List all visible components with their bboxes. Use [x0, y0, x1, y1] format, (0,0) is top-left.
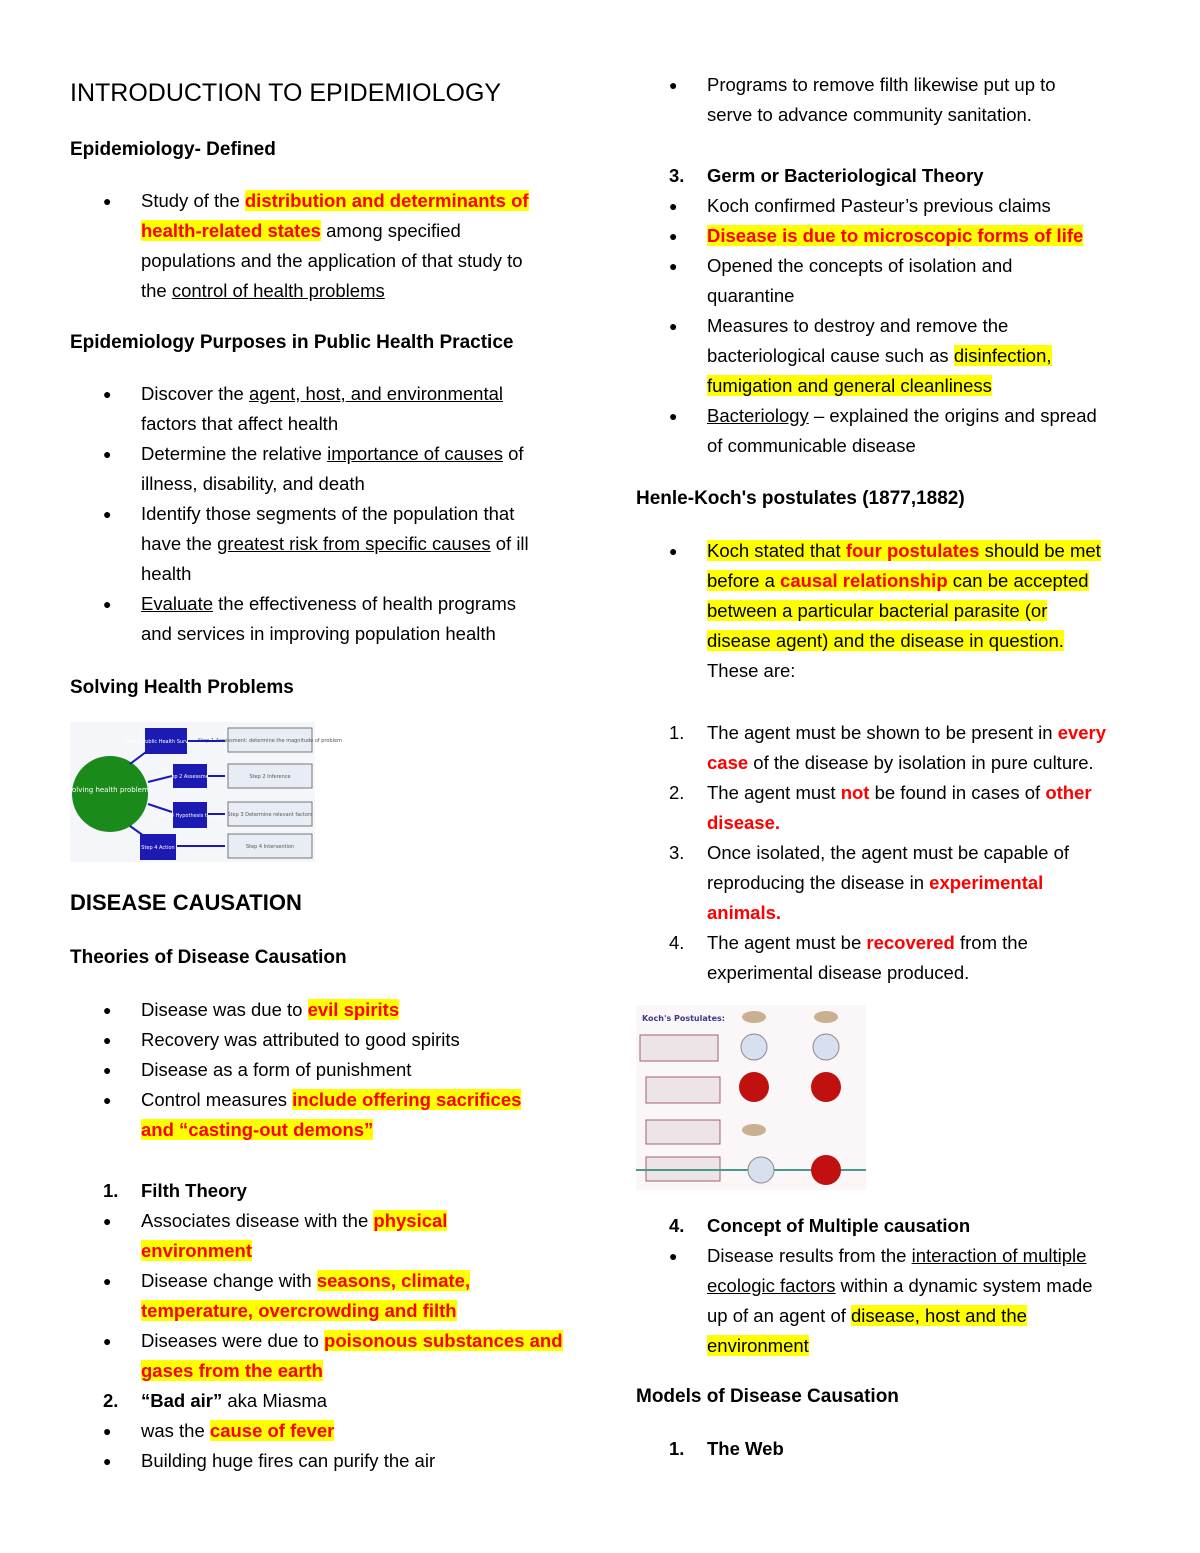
diagram-circle-label: Solving health problems	[67, 786, 153, 794]
diagram-circle	[72, 756, 148, 832]
list-item: 1. The agent must be shown to be present in every case of the disease by isolation in pure culture. 2. The agent must not be found in cases of other disease. 3. Once isolated, the agent must be capable of reproducing the disease in experimental animals. 4. The agent must be recovered from the experimental disease produced.	[669, 722, 1107, 983]
solving-diagram	[67, 722, 342, 862]
koch-dish-1	[741, 1034, 767, 1060]
koch-box-3	[646, 1120, 720, 1144]
solving-heading: Solving Health Problems	[70, 677, 294, 698]
list-item: ● Study of the distribution and determinants of health-related states among specified populations and the application of that study to the control of health problems	[103, 190, 529, 301]
koch-mouse-2	[814, 1011, 838, 1023]
defined-heading: Epidemiology- Defined	[70, 139, 276, 160]
list-item: ● Disease was due to evil spirits ● Recovery was attributed to good spirits ● Disease as a form of punishment ● Control measures include offering sacrifices and “casting-out demons”	[103, 999, 522, 1140]
list-item: ● Programs to remove filth likewise put up to serve to advance community sanitation.	[669, 74, 1056, 125]
list-item: 3. Germ or Bacteriological Theory ● Koch confirmed Pasteur’s previous claims ● Disease is due to microscopic forms of life ● Opened the concepts of isolation and quarantine ● Measures to destroy and remove the bacteriological cause such as disinfection, fumigation and general cleanliness ● Bacteriology – explained the origins and spread of communicable disease	[669, 165, 1097, 456]
svg-text:Step 1 Assessment: determine t: Step 1 Assessment: determine the magnitude of problem	[198, 738, 342, 744]
purposes-heading: Epidemiology Purposes in Public Health Practice	[70, 332, 514, 353]
koch-culture-2	[811, 1072, 841, 1102]
models-heading: Models of Disease Causation	[636, 1386, 899, 1407]
svg-text:Step 2 Inference: Step 2 Inference	[249, 774, 291, 780]
causation-heading: DISEASE CAUSATION	[70, 890, 302, 915]
koch-mouse-3	[742, 1124, 766, 1136]
svg-text:Step 2 Assessment: Step 2 Assessment	[166, 774, 214, 780]
koch-culture-3	[811, 1155, 841, 1185]
svg-text:Step 3 Determine relevant fact: Step 3 Determine relevant factors	[227, 812, 313, 818]
koch-mouse-1	[742, 1011, 766, 1023]
list-item: 4. Concept of Multiple causation ● Disease results from the interaction of multiple ecologic factors within a dynamic system made up of an agent of disease, host and the environment	[669, 1215, 1093, 1356]
list-item: ● Discover the agent, host, and environmental factors that affect health ● Determine the relative importance of causes of illness, disability, and death ● Identify those segments of the population that have the greatest risk from specific causes of ill health ● Evaluate the effectiveness of health programs and services in improving population health	[103, 383, 529, 644]
theories-heading: Theories of Disease Causation	[70, 947, 347, 968]
list-item: 1. The Web	[669, 1438, 784, 1459]
page-title: INTRODUCTION TO EPIDEMIOLOGY	[70, 79, 502, 107]
koch-dish-2	[813, 1034, 839, 1060]
koch-box-2	[646, 1077, 720, 1103]
henle-heading: Henle-Koch's postulates (1877,1882)	[636, 488, 965, 509]
svg-text:Step 1 Public Health Surveilla: Step 1 Public Health Surveillance	[124, 739, 208, 745]
koch-dish-3	[748, 1157, 774, 1183]
svg-text:Step 4 Intervention: Step 4 Intervention	[245, 844, 295, 850]
list-item: ● Koch stated that four postulates should be met before a causal relationship can be accepted between a particular bacterial parasite (or disease agent) and the disease in question. These are:	[669, 540, 1101, 681]
svg-text:Step 4 Action: Step 4 Action	[141, 845, 175, 851]
koch-figure-title: Koch's Postulates:	[642, 1014, 725, 1023]
svg-text:Step 3 Hypothesis testing: Step 3 Hypothesis testing	[157, 813, 223, 819]
koch-postulates-figure	[636, 1005, 866, 1190]
koch-box-1	[640, 1035, 718, 1061]
koch-culture-1	[739, 1072, 769, 1102]
list-item: 1. Filth Theory ● Associates disease with the physical environment ● Disease change with seasons, climate, temperature, overcrowding and filth ● Diseases were due to poisonous substances and gases from the earth 2. “Bad air” aka Miasma ● was the cause of fever ● Building huge fires can purify the air	[103, 1180, 563, 1471]
